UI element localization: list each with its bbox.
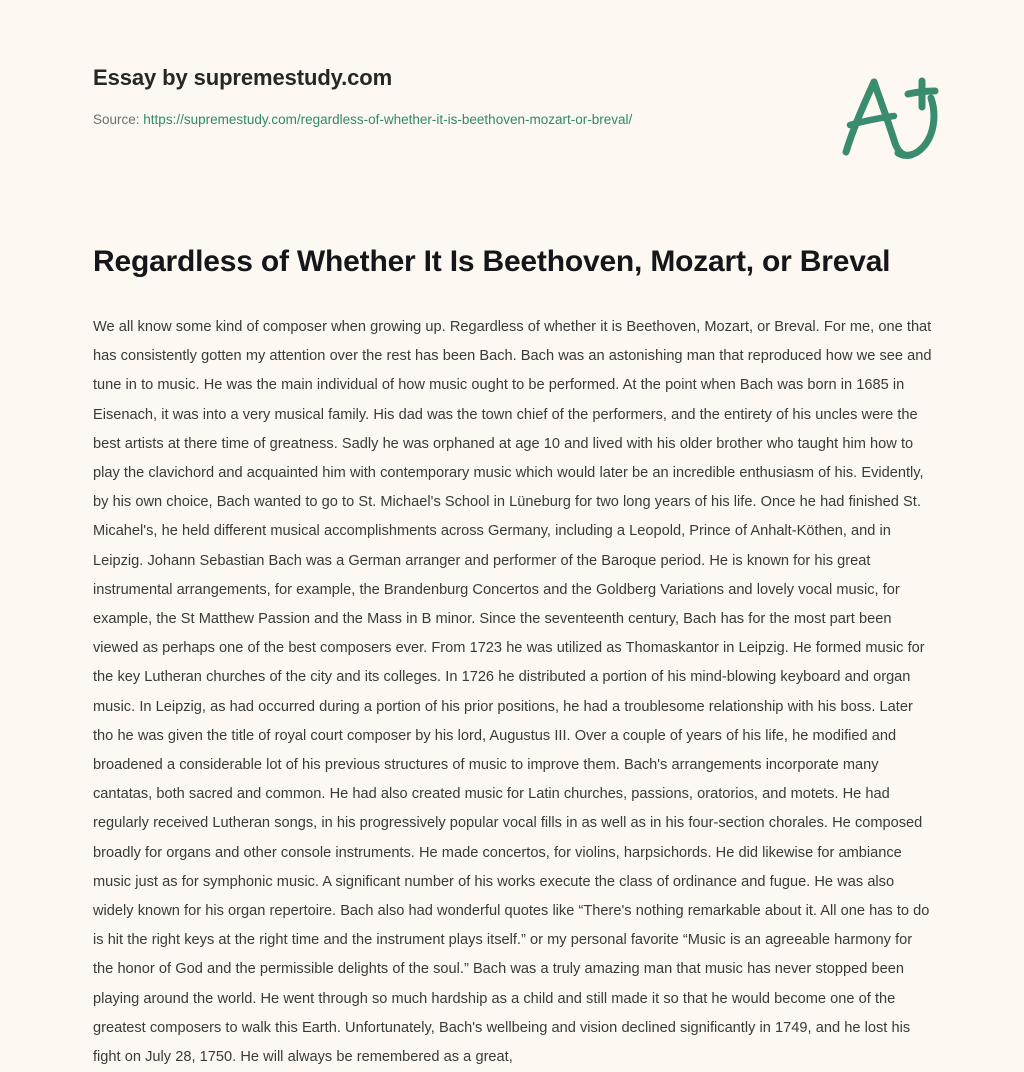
- article-body: We all know some kind of composer when growing up. Regardless of whether it is Beethoven, Mozart, or Breval. For me, one that has consistently gotten my attention over the rest has been Bach. Bach was an astonishing man that reproduced how we see and tune in to music. He was the main individual of how music ought to be performed. At the point when Bach was born in 1685 in Eisenach, it was into a very musical family. His dad was the town chief of the performers, and the entirety of his uncles were the best artists at there time of greatness. Sadly he was orphaned at age 10 and lived with his older brother who taught him how to play the clavichord and acquainted him with contemporary music which would later be an incredible enthusiasm of his. Evidently, by his own choice, Bach wanted to go to St. Michael's School in Lüneburg for two long years of his life. Once he had finished St. Micahel's, he held different musical accomplishments across Germany, including a Leopold, Prince of Anhalt-Köthen, and in Leipzig. Johann Sebastian Bach was a German arranger and performer of the Baroque period. He is known for his great instrumental arrangements, for example, the Brandenburg Concertos and the Goldberg Variations and lovely vocal music, for example, the St Matthew Passion and the Mass in B minor. Since the seventeenth century, Bach has for the most part been viewed as perhaps one of the best composers ever. From 1723 he was utilized as Thomaskantor in Leipzig. He formed music for the key Lutheran churches of the city and its colleges. In 1726 he distributed a portion of his mind-blowing keyboard and organ music. In Leipzig, as had occurred during a portion of his prior positions, he had a troublesome relationship with his boss. Later tho he was given the title of royal court composer by his lord, Augustus III. Over a couple of years of his life, he modified and broadened a considerable lot of his previous structures of music to improve them. Bach's arrangements incorporate many cantatas, both sacred and common. He had also created music for Latin churches, passions, oratorios, and motets. He had regularly received Lutheran songs, in his progressively popular vocal fills in as well as in his four-section chorales. He composed broadly for organs and other console instruments. He made concertos, for violins, harpsichords. He did likewise for ambiance music just as for symphonic music. A significant number of his works execute the class of ordinance and fugue. He was also widely known for his organ repertoire. Bach also had wonderful quotes like “There's nothing remarkable about it. All one has to do is hit the right keys at the right time and the instrument plays itself.” or my personal favorite “Music is an agreeable harmony for the honor of God and the permissible delights of the soul.” Bach was a truly amazing man that music has never stopped been playing around the world. He went through so much hardship as a child and still made it so that he would become one of the greatest composers to walk this Earth. Unfortunately, Bach's wellbeing and vision declined significantly in 1749, and he lost his fight on July 28, 1750. He will always be remembered as a great,: [93, 319, 932, 1066]
- page-header: [93, 64, 946, 174]
- source-url-link[interactable]: https://supremestudy.com/regardless-of-whether-it-is-beethoven-mozart-or-breval/: [143, 112, 633, 127]
- source-label: Source:: [93, 112, 140, 127]
- a-plus-logo-icon: [834, 72, 946, 164]
- page-title: Regardless of Whether It Is Beethoven, Mozart, or Breval: [93, 245, 891, 278]
- essay-by-heading: Essay by supremestudy.com: [93, 65, 393, 90]
- a-plus-logo[interactable]: [834, 72, 946, 164]
- source-row: [93, 111, 946, 129]
